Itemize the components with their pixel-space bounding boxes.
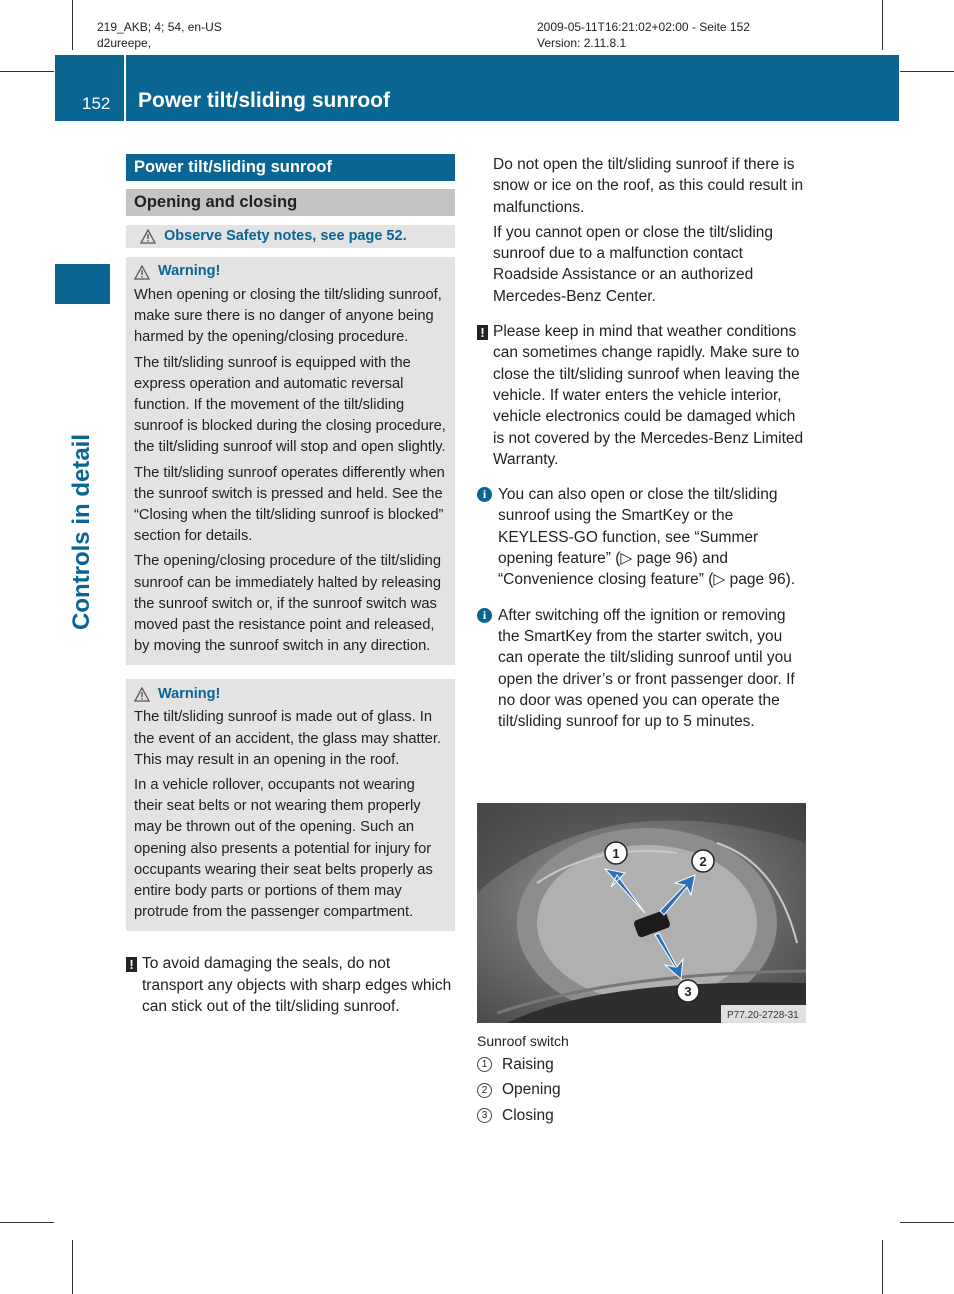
meta-line: 219_AKB; 4; 54, en-US xyxy=(97,20,222,34)
subsection-heading: Opening and closing xyxy=(126,189,455,216)
legend-number: 1 xyxy=(477,1057,492,1072)
callout-1-label: 1 xyxy=(612,846,620,861)
info-note xyxy=(477,484,808,590)
warning-box xyxy=(126,257,455,665)
callout-2 xyxy=(692,850,714,872)
crop-mark xyxy=(72,0,73,50)
figure-caption: Sunroof switch xyxy=(477,1033,569,1049)
caution-icon: ! xyxy=(477,325,488,340)
caution-note xyxy=(477,321,808,470)
crop-mark xyxy=(72,1240,73,1294)
legend-item xyxy=(477,1052,807,1078)
warning-label: Warning! xyxy=(158,685,221,702)
left-column xyxy=(126,154,455,1017)
info-text: You can also open or close the tilt/sliding sunroof using the SmartKey or the KEYLESS-GO function, see “Summer opening feature” (▷ page 96) and “Convenience closing feature” (▷ page 96). xyxy=(498,486,796,589)
legend-number: 3 xyxy=(477,1108,492,1123)
crop-mark xyxy=(882,1240,883,1294)
page-number: 152 xyxy=(82,94,111,113)
meta-line: d2ureepe, xyxy=(97,36,152,50)
callout-3 xyxy=(677,980,699,1002)
legend-item xyxy=(477,1103,807,1129)
crop-mark xyxy=(882,0,883,50)
info-text: After switching off the ignition or removing the SmartKey from the starter switch, you can operate the tilt/sliding sunroof until you open the driver’s or front passenger door. If no door was opened you can operate the tilt/sliding sunroof for up to 5 minutes. xyxy=(498,606,795,731)
right-column xyxy=(477,154,808,732)
header-divider xyxy=(124,55,126,121)
page-title: Power tilt/sliding sunroof xyxy=(138,89,390,112)
body-paragraph: Do not open the tilt/sliding sunroof if there is snow or ice on the roof, as this could result in malfunctions. xyxy=(493,156,804,216)
callout-1 xyxy=(605,842,627,864)
callout-2-label: 2 xyxy=(699,854,707,869)
body-paragraph: If you cannot open or close the tilt/sliding sunroof due to a malfunction contact Roadside Assistance or an authorized Mercedes-Benz Center. xyxy=(493,223,774,305)
meta-line: Version: 2.11.8.1 xyxy=(537,36,627,50)
warning-triangle-icon xyxy=(134,687,150,702)
crop-mark xyxy=(900,71,954,72)
warning-label: Warning! xyxy=(158,263,221,280)
warning-paragraph: The opening/closing procedure of the tilt/sliding sunroof can be immediately halted by releasing the sunroof switch or, if the sunroof switch was moved past the resistance point and released, by moving the sunroof switch in any direction. xyxy=(134,553,441,655)
caution-note xyxy=(126,953,455,1017)
legend-label: Raising xyxy=(502,1055,554,1073)
legend-label: Opening xyxy=(502,1081,561,1099)
legend-number: 2 xyxy=(477,1083,492,1098)
meta-line: 2009-05-11T16:21:02+02:00 - Seite 152 xyxy=(537,20,750,34)
warning-paragraph: The tilt/sliding sunroof operates differently when the sunroof switch is pressed and held. See the “Closing when the tilt/sliding sunroof is blocked” section for details. xyxy=(134,464,445,545)
caution-text: To avoid damaging the seals, do not transport any objects with sharp edges which can stick out of the tilt/sliding sunroof. xyxy=(142,955,452,1016)
info-note xyxy=(477,605,808,733)
warning-header xyxy=(134,683,447,705)
caution-text: Please keep in mind that weather conditions can sometimes change rapidly. Make sure to close the tilt/sliding sunroof when leaving the vehicle. If water enters the vehicle interior, vehicle electronics could be damaged which is not covered by the Mercedes-Benz Limited Warranty. xyxy=(493,323,804,468)
warning-paragraph: In a vehicle rollover, occupants not wearing their seat belts or not wearing them properly may be thrown out of the opening. Such an opening also presents a potential for injury for occupants wearing their seat belts properly as entire body parts or portions of them may protrude from the passenger compartment. xyxy=(134,777,433,921)
chapter-tab xyxy=(55,264,110,304)
caution-icon: ! xyxy=(126,957,137,972)
warning-triangle-icon xyxy=(134,265,150,280)
safety-note-text: Observe Safety notes, see page 52. xyxy=(164,227,407,244)
print-meta-left xyxy=(97,19,222,51)
warning-paragraph: The tilt/sliding sunroof is equipped with the express operation and automatic reversal function. If the movement of the tilt/sliding sunroof is blocked during the closing procedure, the tilt/sliding sunroof will stop and open slightly. xyxy=(134,354,446,456)
crop-mark xyxy=(0,1222,54,1223)
crop-mark xyxy=(0,71,54,72)
warning-triangle-icon xyxy=(140,229,156,244)
legend-item xyxy=(477,1078,807,1104)
chapter-label: Controls in detail xyxy=(68,433,95,631)
sunroof-switch-figure xyxy=(477,803,806,1023)
warning-paragraph: The tilt/sliding sunroof is made out of glass. In the event of an accident, the glass may shatter. This may result in an opening in the roof. xyxy=(134,709,441,768)
section-heading: Power tilt/sliding sunroof xyxy=(126,154,455,181)
warning-header xyxy=(134,261,447,283)
info-icon: i xyxy=(477,608,492,623)
legend xyxy=(477,1052,807,1129)
info-icon: i xyxy=(477,487,492,502)
print-meta-right xyxy=(537,19,750,51)
safety-note-box xyxy=(126,225,455,248)
crop-mark xyxy=(900,1222,954,1223)
warning-paragraph: When opening or closing the tilt/sliding sunroof, make sure there is no danger of anyone being harmed by the opening/closing procedure. xyxy=(134,287,442,346)
warning-box xyxy=(126,679,455,931)
figure-code: P77.20-2728-31 xyxy=(727,1010,799,1021)
legend-label: Closing xyxy=(502,1106,554,1124)
callout-3-label: 3 xyxy=(684,984,692,999)
